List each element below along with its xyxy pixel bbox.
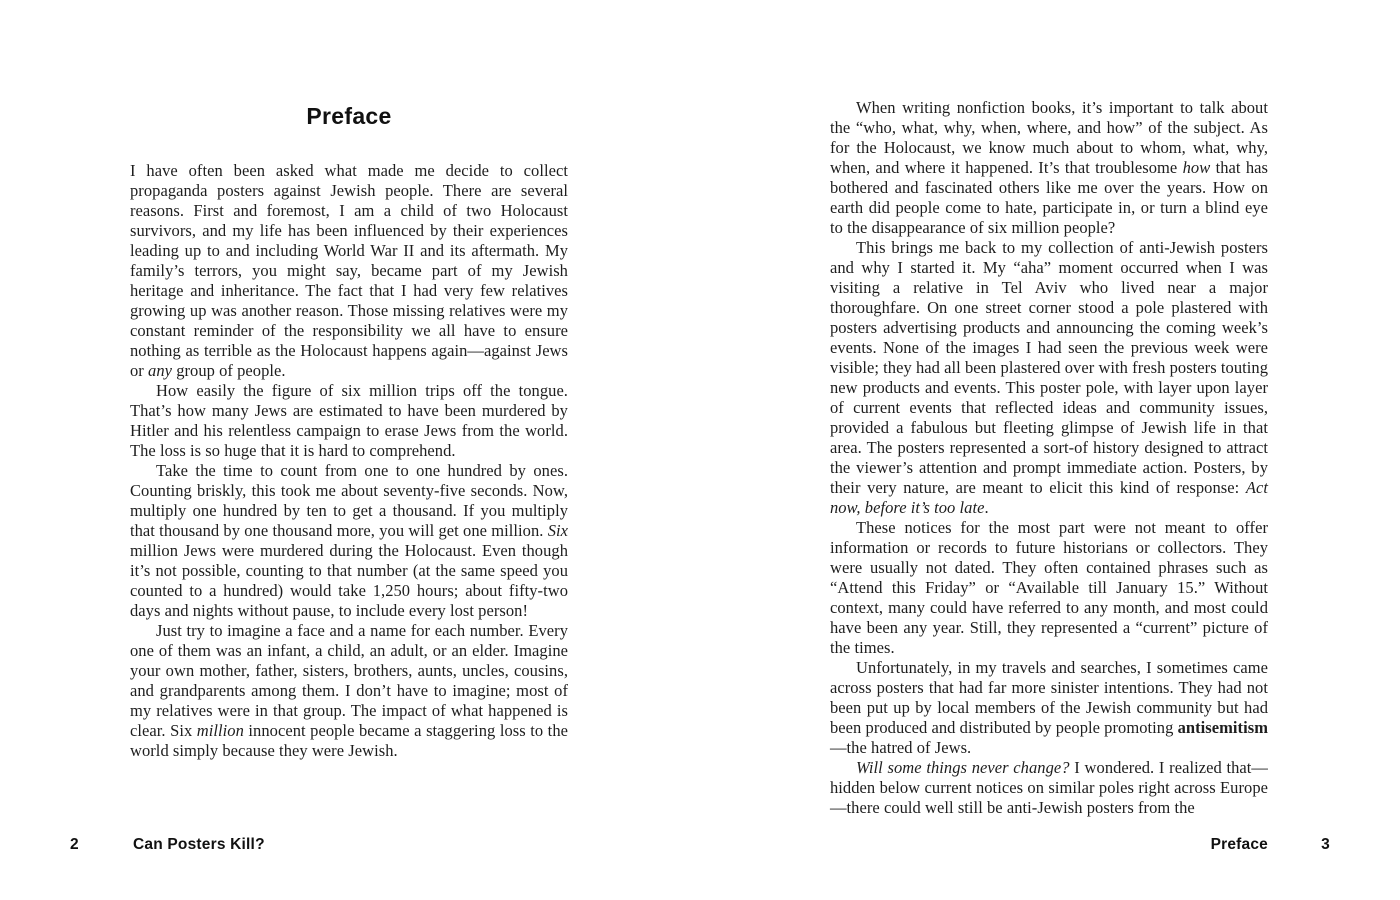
text-run: Unfortunately, in my travels and searches, I sometimes came across posters that had far more sinister intentions. They had not been put up by local members of the Jewish community but had been produced and distributed by people promoting	[830, 658, 1268, 737]
text-run: I have often been asked what made me decide to collect propaganda posters against Jewish people. There are several reasons. First and foremost, I am a child of two Holocaust survivors, and my life has been influenced by their experiences leading up to and including World War II and its aftermath. My family’s terrors, you might say, became part of my Jewish heritage and inheritance. The fact that I had very few relatives growing up was another reason. Those missing relatives were my constant reminder of the responsibility we all have to ensure nothing as terrible as the Holocaust happens again—against Jews or	[130, 161, 568, 380]
paragraph	[830, 518, 1268, 658]
right-running-title: Preface	[1210, 836, 1268, 853]
text-run: I wondered. I realized that—hidden below current notices on similar poles right across Europe—there could well still be anti-Jewish posters from the	[830, 758, 1268, 817]
text-run: innocent people became a staggering loss to the world simply because they were Jewish.	[130, 721, 568, 760]
text-run-italic: any	[148, 361, 173, 380]
text-run: .	[984, 498, 989, 517]
text-run: This brings me back to my collection of anti-Jewish posters and why I started it. My “aha” moment occurred when I was visiting a relative in Tel Aviv who lived near a major thoroughfare. On one street corner stood a pole plastered with posters advertising products and announcing the coming week’s events. None of the images I had seen the previous week were visible; they had all been plastered over with fresh posters touting new products and events. This poster pole, with layer upon layer of current events that reflected ideas and community issues, provided a fabulous but fleeting glimpse of Jewish life in that area. The posters represented a sort-of history designed to attract the viewer’s attention and prompt immediate action. Posters, by their very nature, are meant to elicit this kind of response:	[830, 238, 1268, 497]
text-run: How easily the figure of six million trips off the tongue. That’s how many Jews are estimated to have been murdered by Hitler and his relentless campaign to erase Jews from the world. The loss is so huge that it is hard to comprehend.	[130, 381, 568, 460]
paragraph	[130, 461, 568, 621]
text-run: When writing nonfiction books, it’s important to talk about the “who, what, why, when, where, and how” of the subject. As for the Holocaust, we know much about to whom, what, why, when, and where it happened. It’s that troublesome	[830, 98, 1268, 177]
left-page-number: 2	[70, 836, 79, 853]
text-run: Take the time to count from one to one hundred by ones. Counting briskly, this took me about seventy-five seconds. Now, multiply one hundred by ten to get a thousand. If you multiply that thousand by one thousand more, you will get one million.	[130, 461, 568, 540]
chapter-title: Preface	[306, 103, 392, 129]
text-run-italic: how	[1182, 158, 1211, 177]
paragraph	[830, 758, 1268, 818]
paragraph	[830, 658, 1268, 758]
text-run: that has bothered and fascinated others like me over the years. How on earth did people come to hate, participate in, or turn a blind eye to the disappearance of six million people?	[830, 158, 1269, 237]
left-page-body	[130, 161, 568, 761]
text-run-italic: million	[196, 721, 244, 740]
text-run-italic: Will some things never change?	[856, 758, 1070, 777]
text-run: group of people.	[172, 361, 286, 380]
right-page-body	[830, 98, 1268, 818]
paragraph	[130, 381, 568, 461]
text-run: —the hatred of Jews.	[830, 738, 972, 757]
text-run: These notices for the most part were not meant to offer information or records to future historians or collectors. They were usually not dated. They often contained phrases such as “Attend this Friday” or “Available till January 15.” Without context, many could have referred to any month, and most could have been any year. Still, they represented a “current” picture of the times.	[830, 518, 1268, 657]
text-run-italic: Six	[547, 521, 568, 540]
right-page-number: 3	[1321, 836, 1330, 853]
text-run-italic: Act now, before it’s too late	[830, 478, 1268, 517]
text-run-bold: antisemitism	[1177, 718, 1268, 737]
left-running-title: Can Posters Kill?	[133, 836, 265, 853]
paragraph	[130, 621, 568, 761]
paragraph	[130, 161, 568, 381]
paragraph	[830, 98, 1268, 238]
text-run: million Jews were murdered during the Holocaust. Even though it’s not possible, counting to that number (at the same speed you counted to a hundred) would take 1,250 hours; about fifty-two days and nights without pause, to include every lost person!	[130, 541, 568, 620]
paragraph	[830, 238, 1268, 518]
text-run: Just try to imagine a face and a name for each number. Every one of them was an infant, a child, an adult, or an elder. Imagine your own mother, father, sisters, brothers, aunts, uncles, cousins, and grandparents among them. I don’t have to imagine; most of my relatives were in that group. The impact of what happened is clear. Six	[130, 621, 568, 740]
